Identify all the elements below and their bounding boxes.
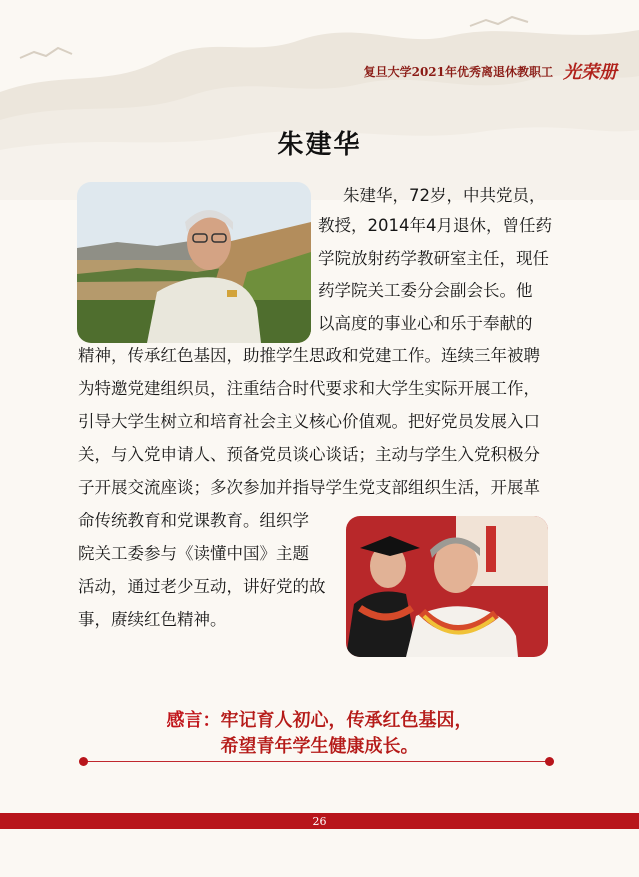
graduation-photo (346, 516, 548, 657)
bio-line: 教授，2014年4月退休，曾任药 (318, 216, 552, 235)
divider-dot-left (79, 757, 88, 766)
bio-line: 朱建华，72岁，中共党员， (343, 186, 546, 205)
bio-line: 活动，通过老少互动，讲好党的故 (78, 577, 326, 596)
bio-line: 事，赓续红色精神。 (78, 610, 227, 629)
bio-line: 精神，传承红色基因，助推学生思政和党建工作。连续三年被聘 (78, 346, 540, 365)
bio-line: 以高度的事业心和乐于奉献的 (318, 314, 533, 333)
bio-line: 子开展交流座谈；多次参加并指导学生党支部组织生活，开展革 (78, 478, 540, 497)
bio-line: 命传统教育和党课教育。组织学 (78, 511, 309, 530)
bio-line: 药学院关工委分会副会长。他 (318, 281, 533, 300)
bio-line: 关，与入党申请人、预备党员谈心谈话；主动与学生入党积极分 (78, 445, 540, 464)
header-title: 复旦大学2021年优秀离退休教职工 (363, 65, 553, 79)
person-name: 朱建华 (277, 130, 362, 160)
motto-label: 感言： (166, 710, 221, 731)
divider-line (84, 761, 550, 762)
bio-line: 为特邀党建组织员，注重结合时代要求和大学生实际开展工作， (78, 379, 540, 398)
bio-line: 引导大学生树立和培育社会主义核心价值观。把好党员发展入口 (78, 412, 540, 431)
motto-line-2 (0, 732, 639, 758)
bio-line: 院关工委参与《读懂中国》主题 (78, 544, 309, 563)
bio-line: 学院放射药学教研室主任，现任 (318, 249, 549, 268)
header-brand: 光荣册 (563, 62, 617, 83)
portrait-photo (77, 182, 311, 343)
motto-text-2: 希望青年学生健康成长。 (220, 736, 419, 757)
motto-line-1 (0, 706, 639, 732)
divider-dot-right (545, 757, 554, 766)
page-number: 26 (312, 815, 327, 828)
motto-text-1: 牢记育人初心，传承红色基因， (220, 710, 473, 731)
landscape-background (0, 0, 639, 200)
